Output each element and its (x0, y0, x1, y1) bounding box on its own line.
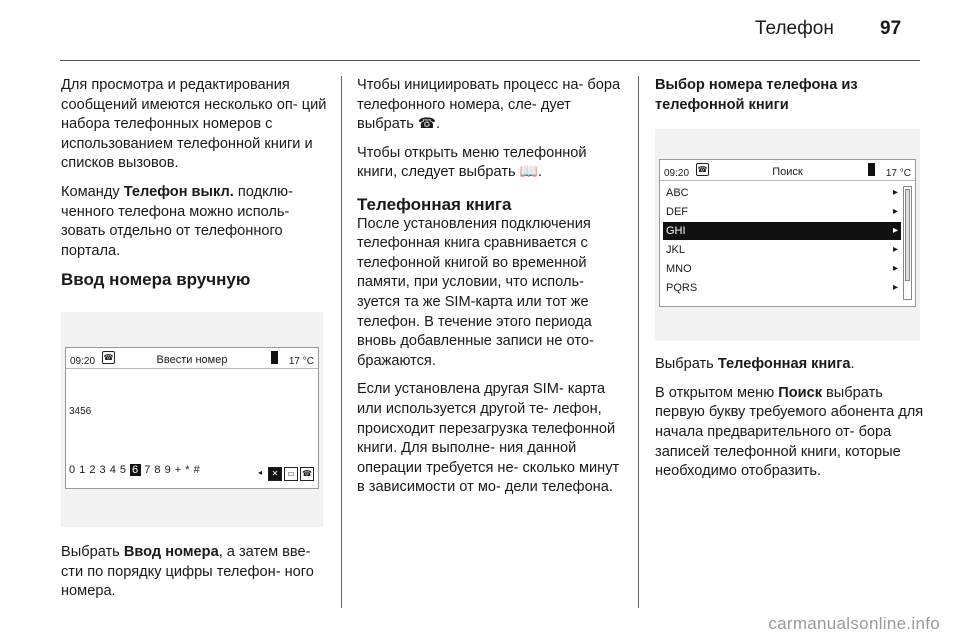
screen-figure-search (655, 129, 920, 341)
column-divider-2 (638, 76, 639, 608)
watermark: carmanualsonline.info (768, 614, 940, 633)
selected-digit: 6 (132, 464, 139, 477)
chevron-right-icon: ▸ (892, 282, 898, 294)
function-keys (254, 467, 314, 481)
scrollbar (903, 186, 912, 300)
chevron-right-icon: ▸ (892, 187, 898, 199)
column-divider-1 (341, 76, 342, 608)
clock: 09:20 (70, 355, 96, 367)
paragraph: Для просмотра и редактирования сообщений имеются несколько оп- ций набора телефонных номеров с использованием телефонной книги и списков вызовов. (61, 77, 327, 172)
section-heading: Ввод номера вручную (61, 270, 251, 290)
temperature: 17 °C (885, 168, 911, 180)
column-1 (61, 76, 333, 611)
list-item: MNO ▸ (663, 260, 901, 278)
screen-title: Поиск (772, 166, 803, 179)
paragraph: В открытом меню Поиск выбрать первую букву требуемого абонента для начала предварительного от- бора записей телефонной книги, которые необходимо отобразить. (655, 384, 924, 480)
entered-number: 3456 (69, 405, 92, 417)
chevron-right-icon: ▸ (892, 263, 898, 275)
chevron-right-icon: ▸ (892, 206, 898, 218)
column-2 (357, 76, 625, 507)
phone-icon: ☎ (103, 352, 114, 362)
page-header-title: Телефон (755, 18, 834, 39)
status-bar (660, 160, 915, 181)
display-screen (659, 159, 916, 307)
phonebook-icon: ▭ (284, 467, 298, 481)
chevron-right-icon: ▸ (892, 244, 898, 256)
subsection-heading: Выбор номера телефона из телефонной книги (655, 77, 858, 113)
list-item-selected: GHI ▸ (663, 222, 901, 240)
chevron-right-icon: ▸ (892, 225, 898, 237)
list-item: PQRS ▸ (663, 279, 901, 297)
paragraph: Чтобы инициировать процесс на- бора телефонного номера, сле- дует выбрать ☎. (357, 77, 621, 133)
page-number: 97 (880, 18, 902, 39)
column-3 (655, 76, 925, 491)
list-item: ABC ▸ (663, 184, 901, 202)
scroll-thumb (905, 189, 910, 281)
screen-figure-enter-number (61, 312, 323, 527)
list-item: DEF ▸ (663, 203, 901, 221)
call-icon: ☎ (300, 467, 314, 481)
speaker-icon: ◂ (257, 467, 262, 477)
digit-strip: 0 1 2 3 4 5 6 7 8 9 + * # (69, 464, 201, 477)
phone-icon: ☎ (697, 165, 708, 175)
paragraph: Чтобы открыть меню телефонной книги, следует выбрать 📖. (357, 144, 587, 181)
list-item: JKL ▸ (663, 241, 901, 259)
paragraph: После установления подключения телефонная книга сравнивается с телефонной книгой во временной памяти, при условии, что исполь- зуется та же SIM-карта или тот же телефон. В течение этого периода вновь добавленные записи не ото- бражаются. (357, 215, 594, 369)
clock: 09:20 (664, 168, 690, 180)
display-screen (65, 347, 319, 489)
header-rule (60, 60, 920, 61)
delete-icon: ✕ (268, 467, 282, 481)
section-heading: Телефонная книга (357, 194, 512, 214)
paragraph: Выбрать Телефонная книга. (655, 356, 855, 373)
paragraph: Если установлена другая SIM- карта или используется другой те- лефон, происходит перезагрузка телефонной книги. Для выполне- ния данной операции требуется не- сколько минут в зависимости от мо- дели телефона. (357, 381, 620, 496)
paragraph: Выбрать Ввод номера, а затем вве- сти по порядку цифры телефон- ного номера. (61, 543, 314, 600)
temperature: 17 °C (288, 355, 314, 367)
status-bar (66, 348, 318, 369)
thermometer-icon (271, 351, 278, 364)
thermometer-icon (868, 163, 875, 176)
screen-title: Ввести номер (156, 353, 228, 366)
paragraph: Команду Телефон выкл. подклю- ченного телефона можно исполь- зовать отдельно от телефонного портала. (61, 183, 293, 259)
